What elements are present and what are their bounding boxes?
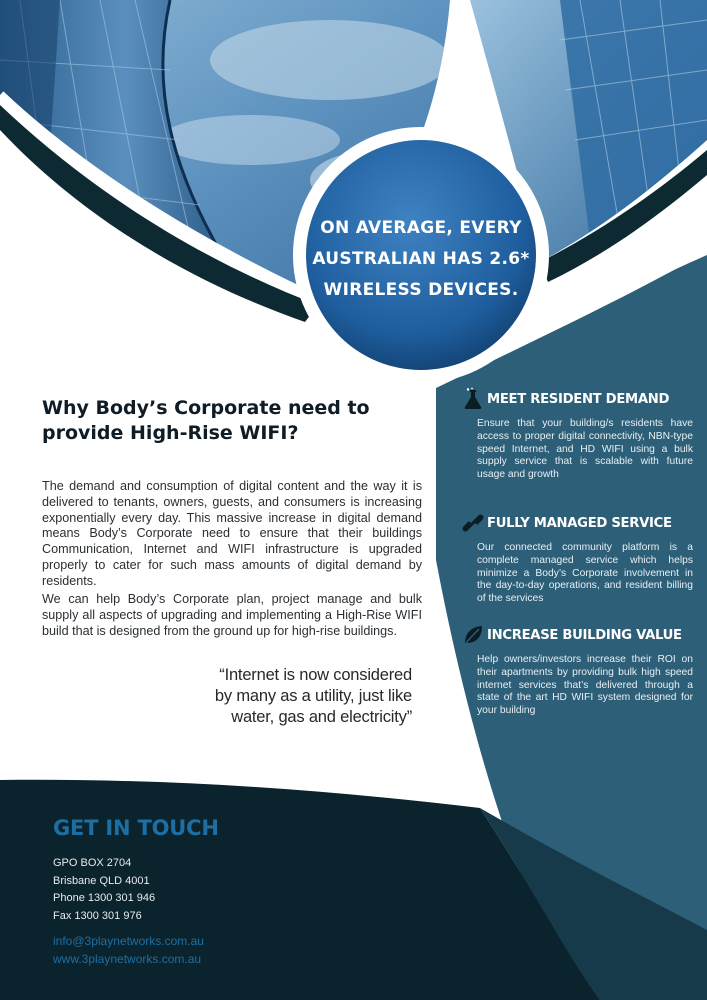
fax-line: Fax 1300 301 976 <box>53 909 142 922</box>
feature-description: Help owners/investors increase their ROI on their apartments by providing bulk high speed internet services that’s delivered through a state of the art HD WIFI system designed for your building <box>477 654 693 717</box>
link-icon <box>461 511 485 535</box>
contact-address <box>53 855 155 925</box>
address-line: GPO BOX 2704 <box>53 857 132 869</box>
website-link[interactable]: www.3playnetworks.com.au <box>53 952 202 966</box>
body-paragraph: The demand and consumption of digital content and the way it is delivered to tenants, owners, guests, and consumers is increasing exponentially every day. This massive increase in digital demand means Body’s Corporate need to ensure that their buildings Communication, Internet and WIFI infrastructure is upgraded properly to cater for such mass amounts of digital demand by residents. <box>42 479 422 588</box>
feature-increase-building-value <box>461 620 693 718</box>
quote-line: by many as a utility, just like <box>214 687 412 705</box>
feature-title: MEET RESIDENT DEMAND <box>487 391 670 407</box>
stat-bubble-line: AUSTRALIAN HAS 2.6* <box>312 249 530 269</box>
feature-description: Ensure that your building/s residents have access to proper digital connectivity, NBN-type speed Internet, and HD WIFI using a bulk supply service that is scalable with future usage and growth <box>477 418 693 481</box>
phone-line: Phone 1300 301 946 <box>53 892 156 904</box>
contact-links <box>53 932 204 968</box>
feature-title: INCREASE BUILDING VALUE <box>487 627 682 643</box>
leaf-icon <box>461 623 485 647</box>
feature-fully-managed-service <box>461 508 693 606</box>
quote-line: water, gas and electricity” <box>231 708 412 726</box>
quote-line: “Internet is now considered <box>219 666 412 684</box>
body-paragraph: We can help Body’s Corporate plan, project manage and bulk supply all aspects of upgrading and implementing a High-Rise WIFI build that is designed from the ground up for high-rise buildings. <box>42 592 422 638</box>
page-headline <box>42 396 422 446</box>
feature-description: Our connected community platform is a complete managed service which helps minimize a Body’s Corporate involvement in the day-to-day operations, and resident billing of the services <box>477 542 693 605</box>
feature-meet-resident-demand <box>461 384 693 482</box>
stat-bubble-line: ON AVERAGE, EVERY <box>320 218 522 238</box>
stat-bubble-line: WIRELESS DEVICES. <box>323 280 519 300</box>
contact-heading: GET IN TOUCH <box>53 816 219 840</box>
feature-title: FULLY MANAGED SERVICE <box>487 515 672 531</box>
stat-bubble-text <box>305 213 537 306</box>
email-link[interactable]: info@3playnetworks.com.au <box>53 934 204 948</box>
pull-quote <box>190 665 412 728</box>
address-line: Brisbane QLD 4001 <box>53 874 150 887</box>
headline-line: provide High-Rise WIFI? <box>42 422 299 444</box>
flask-icon <box>461 387 485 411</box>
headline-line: Why Body’s Corporate need to <box>42 397 370 419</box>
